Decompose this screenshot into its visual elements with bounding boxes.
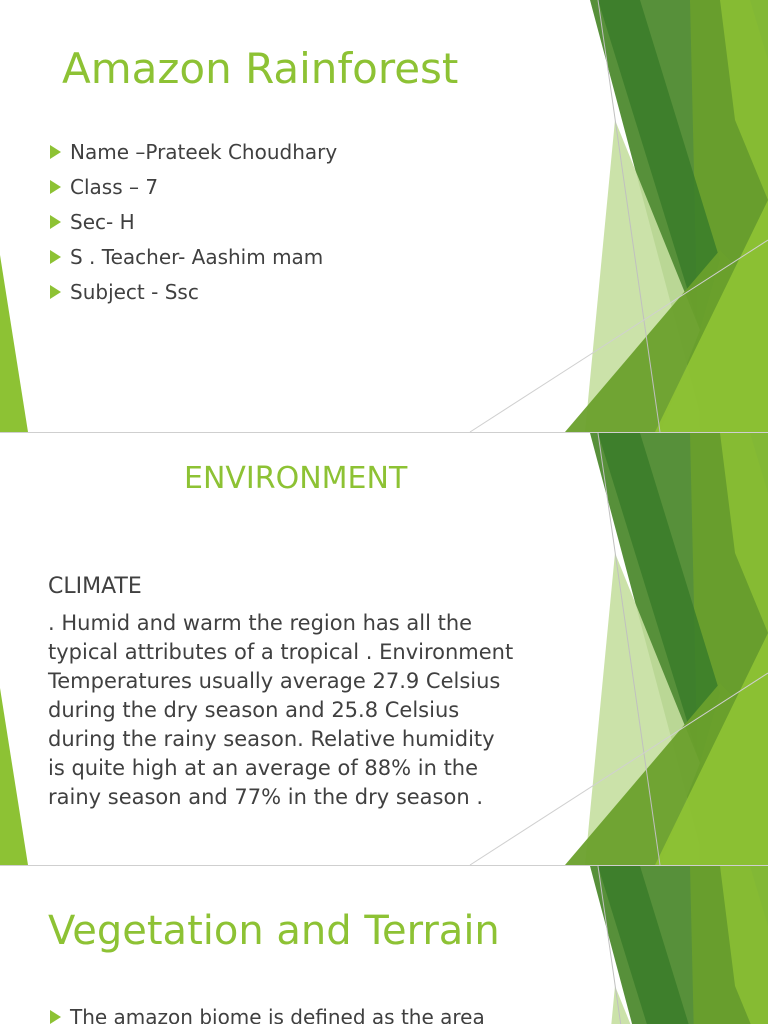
slide-title: Amazon Rainforest: [62, 44, 459, 93]
bullet-arrow-icon: [50, 215, 61, 229]
bullet-arrow-icon: [50, 250, 61, 264]
bullet-arrow-icon: [50, 285, 61, 299]
bullet-arrow-icon: [50, 180, 61, 194]
slide-2: [0, 433, 768, 865]
list-item: S . Teacher- Aashim mam: [48, 245, 337, 280]
bullet-arrow-icon: [50, 145, 61, 159]
slide-1: [0, 0, 768, 432]
bullet-list: [48, 140, 337, 315]
bullet-list: [48, 1005, 485, 1024]
slide-title: ENVIRONMENT: [184, 461, 408, 496]
slide-title: Vegetation and Terrain: [48, 908, 500, 954]
bullet-arrow-icon: [50, 1010, 61, 1024]
slide-3: [0, 866, 768, 1024]
list-item: Subject - Ssc: [48, 280, 337, 315]
section-heading: CLIMATE: [48, 574, 142, 599]
list-item: Class – 7: [48, 175, 337, 210]
list-item: Name –Prateek Choudhary: [48, 140, 337, 175]
list-item: The amazon biome is defined as the area: [48, 1005, 485, 1024]
climate-paragraph: . Humid and warm the region has all the typical attributes of a tropical . Environment Temperatures usually average 27.9 Celsius during the dry season and 25.8 Celsius during the rainy season. Relative humidity is quite high at an average of 88% in the rainy season and 77% in the dry season .: [48, 611, 514, 809]
list-item: Sec- H: [48, 210, 337, 245]
